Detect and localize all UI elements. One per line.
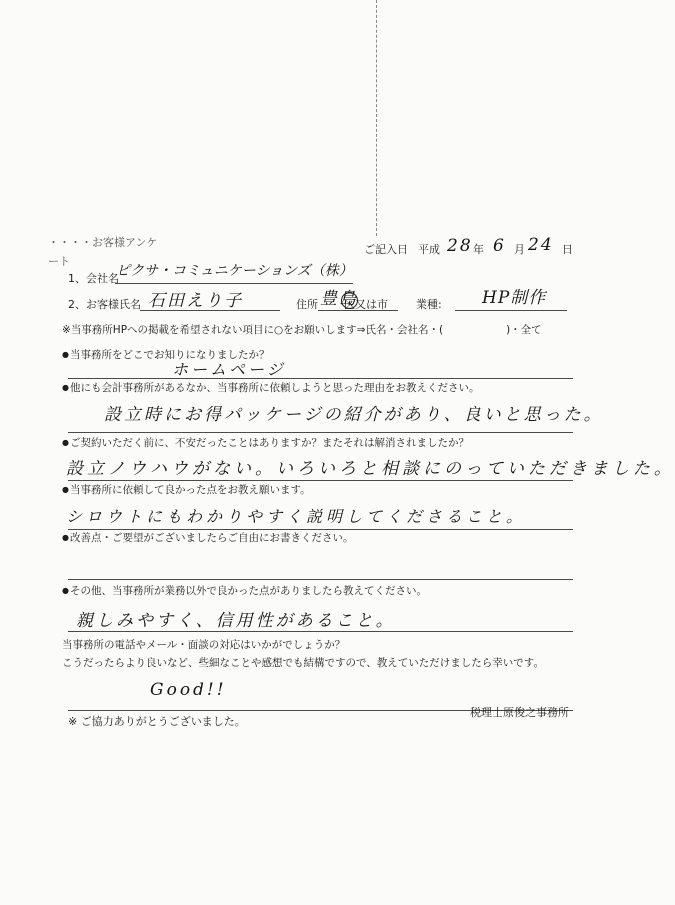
company-label: 1、会社名 [68,272,119,285]
tear-line [376,0,377,236]
answer-2: 設立時にお得パッケージの紹介があり、良いと思った。 [104,405,604,425]
address-value: 豊島 [320,289,358,309]
question-4: ● 当事務所に依頼して良かった点をお教え願います。 [62,482,311,497]
year-value: 28 [447,236,473,256]
date-label: ご記入日 [364,243,408,256]
answer-2-line [68,432,573,433]
question-6: ● その他、当事務所が業務以外で良かった点がありましたら教えてください。 [62,583,427,598]
answer-7: Good!! [150,680,227,700]
question-7-line-1: 当事務所の電話やメール・面談の対応はいかがでしょうか？ [62,639,346,651]
hp-publish-note: ※当事務所HPへの掲載を希望されない項目に○をお願いします⇒氏名・会社名・( )・全て [62,324,542,336]
answer-6-line [68,631,573,632]
answer-3: 設立ノウハウがない。いろいろと相談にのっていただきました。 [66,459,675,479]
form-heading: ・・・・お客様アンケート [48,236,158,268]
industry-underline [455,310,567,311]
company-underline [115,283,353,284]
address-underline [318,310,398,311]
industry-label: 業種: [416,298,442,311]
question-3: ● ご契約いただく前に、不安だったことはありますか？またそれは解消されましたか？ [62,435,469,450]
question-2: ● 他にも会計事務所があるなか、当事務所に依頼しようと思った理由をお教えください。 [62,380,479,395]
question-1: ● 当事務所をどこでお知りになりましたか？ [62,347,269,362]
month-value: 6 [493,236,506,256]
answer-6: 親しみやすく、信用性があること。 [76,611,396,631]
answer-1: ホームページ [172,360,286,379]
thanks-note: ※ ご協力ありがとうございました。 [68,715,246,728]
answer-3-line [68,480,573,481]
question-5: ● 改善点・ご要望がございましたらご自由にお書きください。 [62,530,353,545]
question-7-line-2: こうだったらより良いなど、些細なことや感想でも結構ですので、教えていただけましたら幸いです。 [62,657,544,669]
customer-underline [140,310,280,311]
customer-value: 石田えり子 [148,291,243,311]
day-value: 24 [528,235,554,255]
year-unit: 年 [473,243,484,256]
industry-value: HP制作 [482,288,547,308]
month-unit: 月 [514,243,525,256]
day-unit: 日 [562,243,573,256]
customer-label: 2、お客様氏名 [68,298,141,311]
office-name: 税理士原俊之事務所 [470,706,569,719]
answer-4: シロウトにもわかりやすく説明してくださること。 [66,507,527,526]
era-label: 平成 [418,243,440,256]
answer-1-line [68,378,573,379]
address-label: 住所 [296,298,318,311]
answer-5-line [68,579,573,580]
address-suffix: 区又は市 [344,298,388,311]
company-value: ピクサ・コミュニケーションズ（株） [116,263,353,279]
